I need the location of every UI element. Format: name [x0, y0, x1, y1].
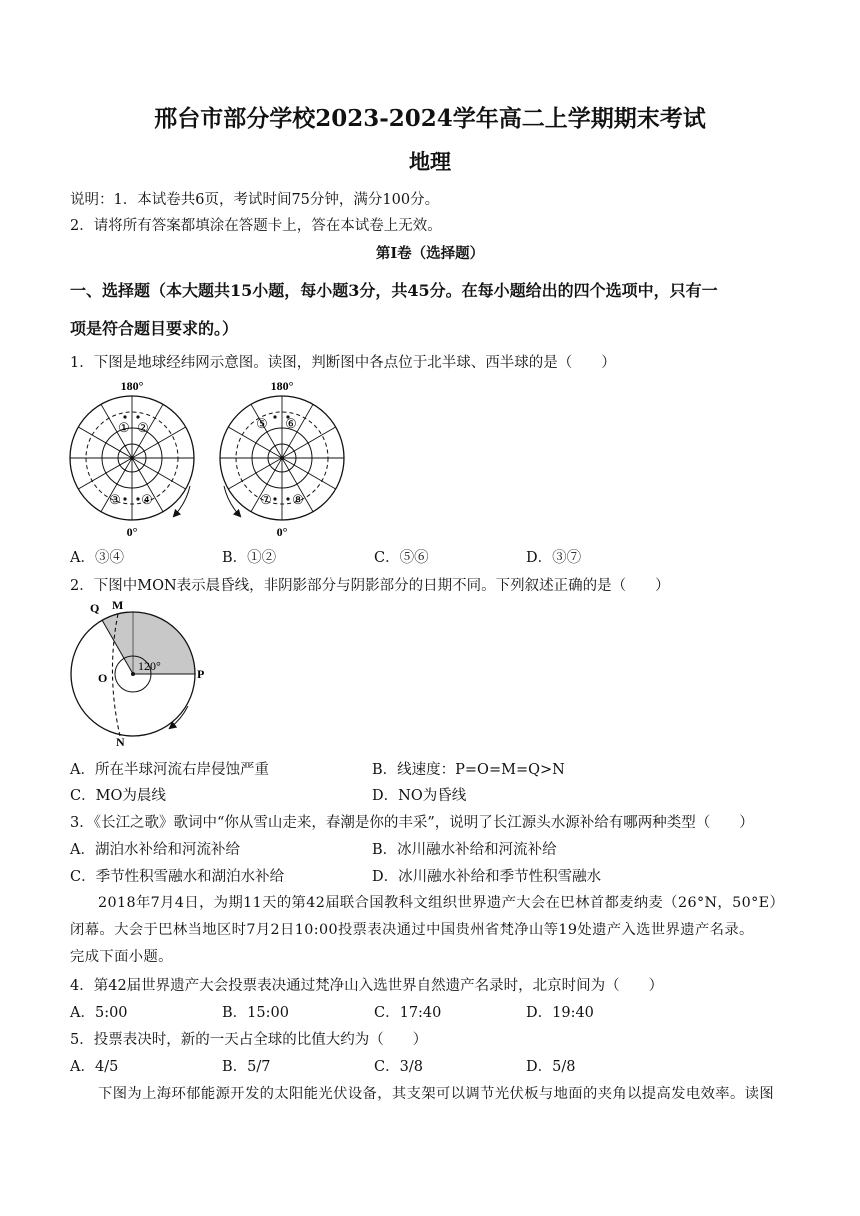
question-4-stem: 4．第42届世界遗产大会投票表决通过梵净山入选世界自然遗产名录时，北京时间为（ ） — [70, 978, 664, 994]
question-5-stem: 5．投票表决时，新的一天占全球的比值大约为（ ） — [70, 1032, 428, 1048]
q4-option-d[interactable]: D．19:40 — [526, 1005, 594, 1021]
point-1: ① — [118, 420, 130, 435]
q4-option-a[interactable]: A．5:00 — [70, 1005, 128, 1021]
question-1-stem: 1．下图是地球经纬网示意图。读图，判断图中各点位于北半球、西半球的是（ ） — [70, 355, 616, 371]
left-top-label: 180° — [120, 379, 144, 393]
q3-option-a[interactable]: A．湖泊水补给和河流补给 — [70, 842, 240, 858]
material-2-line-1: 下图为上海环郁能源开发的太阳能光伏设备，其支架可以调节光伏板与地面的夹角以提高发电效率。读图 — [98, 1086, 775, 1102]
section-heading-line-2: 项是符合题目要求的。） — [70, 319, 239, 338]
material-1-line-2: 闭幕。大会于巴林当地区时7月2日10:00投票表决通过中国贵州省梵净山等19处遗产入选世界遗产名录。 — [70, 922, 754, 938]
right-top-label: 180° — [270, 379, 294, 393]
label-n: N — [116, 735, 125, 748]
label-o: O — [98, 671, 108, 685]
q1-option-b[interactable]: B．①② — [222, 550, 277, 566]
point-3: ③ — [109, 492, 121, 507]
graticule-figure — [62, 378, 362, 540]
label-p: P — [197, 667, 205, 681]
material-1-line-1: 2018年7月4日，为期11天的第42届联合国教科文组织世界遗产大会在巴林首都麦纳麦（26°N，50°E） — [98, 895, 785, 911]
q5-option-a[interactable]: A．4/5 — [70, 1059, 119, 1075]
terminator-figure — [62, 596, 222, 748]
q2-option-d[interactable]: D．NO为昏线 — [372, 788, 467, 804]
subject-title: 地理 — [409, 149, 451, 174]
question-3-stem: 3．《长江之歌》歌词中“你从雪山走来，春潮是你的丰采”，说明了长江源头水源补给有哪两种类型（ ） — [70, 815, 754, 831]
q5-option-b[interactable]: B．5/7 — [222, 1059, 271, 1075]
section-heading-line-1: 一、选择题（本大题共15小题，每小题3分，共45分。在每小题给出的四个选项中，只有一 — [70, 281, 718, 300]
q2-option-b[interactable]: B．线速度：P=O=M=Q>N — [372, 762, 565, 778]
q1-option-a[interactable]: A．③④ — [70, 550, 124, 566]
q4-option-b[interactable]: B．15:00 — [222, 1005, 289, 1021]
label-m: M — [112, 598, 124, 612]
rotation-arrow — [170, 706, 188, 728]
right-polar-grid — [220, 396, 344, 520]
q1-option-c[interactable]: C．⑤⑥ — [374, 550, 429, 566]
question-2-stem: 2．下图中MON表示晨昏线，非阴影部分与阴影部分的日期不同。下列叙述正确的是（ ） — [70, 578, 670, 594]
q1-option-d[interactable]: D．③⑦ — [526, 550, 582, 566]
note-line-1: 说明：1．本试卷共6页，考试时间75分钟，满分100分。 — [70, 192, 440, 208]
point-8: ⑧ — [292, 492, 304, 507]
exam-title: 邢台市部分学校2023-2024学年高二上学期期末考试 — [154, 105, 706, 132]
part-title: 第Ⅰ卷（选择题） — [375, 245, 485, 262]
point-7: ⑦ — [260, 492, 272, 507]
q4-option-c[interactable]: C．17:40 — [374, 1005, 442, 1021]
q3-option-b[interactable]: B．冰川融水补给和河流补给 — [372, 842, 557, 858]
q5-option-c[interactable]: C．3/8 — [374, 1059, 423, 1075]
right-bottom-label: 0° — [276, 525, 288, 539]
point-4: ④ — [141, 492, 153, 507]
point-5: ⑤ — [256, 416, 268, 431]
material-1-line-3: 完成下面小题。 — [70, 949, 173, 965]
left-bottom-label: 0° — [126, 525, 138, 539]
q3-option-d[interactable]: D．冰川融水补给和季节性积雪融水 — [372, 869, 602, 885]
q5-option-d[interactable]: D．5/8 — [526, 1059, 576, 1075]
angle-label: 120° — [138, 659, 161, 673]
point-2: ② — [137, 420, 149, 435]
label-q: Q — [90, 601, 100, 615]
point-6: ⑥ — [285, 416, 297, 431]
note-line-2: 2．请将所有答案都填涂在答题卡上，答在本试卷上无效。 — [70, 218, 442, 234]
left-polar-grid — [70, 396, 194, 520]
q3-option-c[interactable]: C．季节性积雪融水和湖泊水补给 — [70, 869, 285, 885]
q2-option-c[interactable]: C．MO为晨线 — [70, 788, 166, 804]
q2-option-a[interactable]: A．所在半球河流右岸侵蚀严重 — [70, 762, 269, 778]
